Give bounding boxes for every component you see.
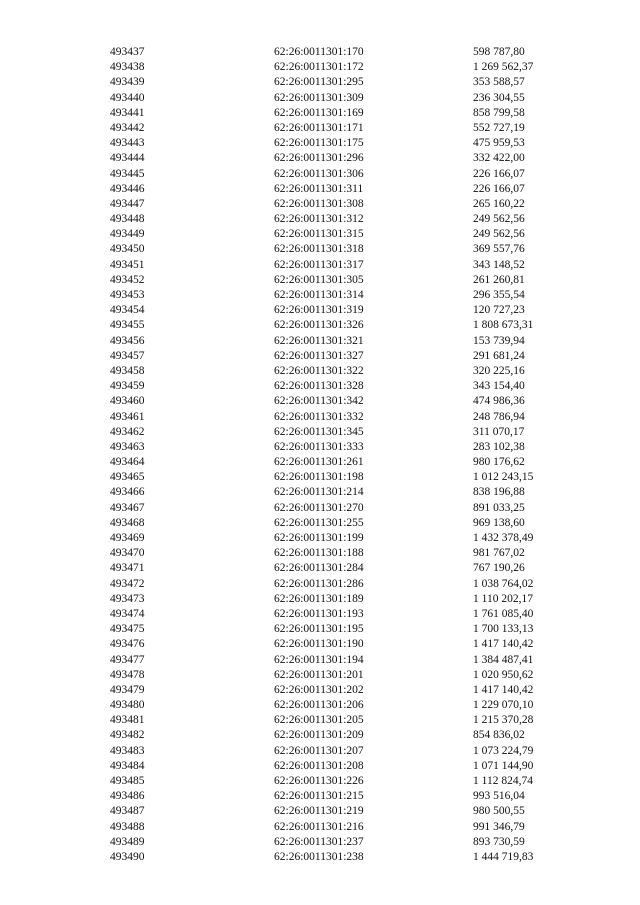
cadastral-value: 1 112 824,74	[473, 775, 533, 787]
cadastral-number: 62:26:0011301:318	[274, 243, 364, 256]
cadastral-value: 1 432 378,49	[473, 532, 534, 544]
row-id: 493438	[110, 61, 145, 74]
row-id: 493442	[110, 121, 145, 134]
table-row	[0, 835, 640, 850]
table-row	[0, 455, 640, 470]
cadastral-number: 62:26:0011301:215	[274, 790, 364, 803]
cadastral-number: 62:26:0011301:202	[274, 683, 364, 696]
table-row	[0, 318, 640, 333]
table-row	[0, 273, 640, 288]
row-id: 493445	[110, 167, 145, 180]
cadastral-number: 62:26:0011301:189	[274, 592, 364, 605]
cadastral-value: 981 767,02	[473, 547, 525, 560]
table-row	[0, 531, 640, 546]
table-row	[0, 167, 640, 182]
cadastral-value: 1 808 673,31	[473, 319, 534, 332]
row-id: 493480	[110, 699, 145, 712]
table-row	[0, 653, 640, 668]
cadastral-value: 265 160,22	[473, 197, 525, 210]
cadastral-value: 249 562,56	[473, 213, 525, 226]
table-row	[0, 334, 640, 349]
cadastral-value: 1 444 719,83	[473, 850, 534, 863]
cadastral-number: 62:26:0011301:226	[274, 775, 364, 787]
table-row	[0, 713, 640, 728]
cadastral-number: 62:26:0011301:238	[274, 850, 364, 863]
cadastral-number: 62:26:0011301:170	[274, 46, 364, 58]
cadastral-value: 283 102,38	[473, 440, 525, 453]
cadastral-number: 62:26:0011301:328	[274, 380, 364, 393]
row-id: 493469	[110, 532, 145, 544]
row-id: 493454	[110, 304, 145, 317]
cadastral-value: 552 727,19	[473, 121, 525, 134]
row-id: 493474	[110, 607, 145, 620]
table-row	[0, 258, 640, 273]
table-row	[0, 774, 640, 789]
table-row	[0, 820, 640, 835]
cadastral-value: 1 700 133,13	[473, 623, 534, 636]
cadastral-number: 62:26:0011301:261	[274, 456, 364, 469]
row-id: 493452	[110, 273, 145, 286]
row-id: 493472	[110, 577, 145, 590]
cadastral-number: 62:26:0011301:175	[274, 137, 364, 150]
cadastral-value: 838 196,88	[473, 486, 525, 499]
cadastral-value: 891 033,25	[473, 501, 525, 514]
cadastral-value: 993 516,04	[473, 790, 525, 803]
row-id: 493460	[110, 395, 145, 408]
cadastral-number: 62:26:0011301:194	[274, 653, 364, 666]
cadastral-number: 62:26:0011301:216	[274, 820, 364, 833]
cadastral-number: 62:26:0011301:317	[274, 258, 364, 271]
cadastral-value: 854 836,02	[473, 729, 525, 742]
table-row	[0, 850, 640, 865]
row-id: 493466	[110, 486, 145, 499]
cadastral-value: 226 166,07	[473, 182, 525, 195]
cadastral-number: 62:26:0011301:284	[274, 562, 364, 575]
table-row	[0, 212, 640, 227]
table-row	[0, 91, 640, 106]
table-row	[0, 151, 640, 166]
table-row	[0, 394, 640, 409]
cadastral-value: 226 166,07	[473, 167, 525, 180]
row-id: 493458	[110, 364, 145, 377]
cadastral-value: 858 799,58	[473, 106, 525, 119]
row-id: 493475	[110, 623, 145, 636]
table-row	[0, 303, 640, 318]
table-row	[0, 622, 640, 637]
row-id: 493443	[110, 137, 145, 150]
cadastral-number: 62:26:0011301:198	[274, 471, 364, 484]
table-row	[0, 242, 640, 257]
table-row	[0, 349, 640, 364]
row-id: 493489	[110, 835, 145, 848]
cadastral-value: 343 154,40	[473, 380, 525, 393]
cadastral-number: 62:26:0011301:205	[274, 714, 364, 727]
cadastral-value: 1 761 085,40	[473, 607, 534, 620]
cadastral-number: 62:26:0011301:214	[274, 486, 364, 499]
cadastral-value: 296 355,54	[473, 289, 525, 301]
cadastral-value: 343 148,52	[473, 258, 525, 271]
cadastral-number: 62:26:0011301:345	[274, 425, 364, 438]
table-row	[0, 470, 640, 485]
cadastral-number: 62:26:0011301:270	[274, 501, 364, 514]
cadastral-number: 62:26:0011301:321	[274, 334, 364, 347]
row-id: 493440	[110, 91, 145, 104]
row-id: 493453	[110, 289, 145, 301]
row-id: 493482	[110, 729, 145, 742]
cadastral-value: 249 562,56	[473, 228, 525, 241]
row-id: 493465	[110, 471, 145, 484]
row-id: 493485	[110, 775, 145, 787]
table-row	[0, 440, 640, 455]
table-row	[0, 744, 640, 759]
cadastral-value: 893 730,59	[473, 835, 525, 848]
cadastral-number: 62:26:0011301:286	[274, 577, 364, 590]
cadastral-value: 236 304,55	[473, 91, 525, 104]
cadastral-value: 475 959,53	[473, 137, 525, 150]
row-id: 493483	[110, 744, 145, 757]
cadastral-value: 1 417 140,42	[473, 683, 534, 696]
table-row	[0, 637, 640, 652]
cadastral-value: 332 422,00	[473, 152, 525, 165]
cadastral-value: 369 557,76	[473, 243, 525, 256]
row-id: 493476	[110, 638, 145, 651]
cadastral-value: 1 269 562,37	[473, 61, 534, 74]
table-row	[0, 789, 640, 804]
row-id: 493449	[110, 228, 145, 241]
row-id: 493479	[110, 683, 145, 696]
table-row	[0, 561, 640, 576]
cadastral-number: 62:26:0011301:209	[274, 729, 364, 742]
row-id: 493488	[110, 820, 145, 833]
cadastral-number: 62:26:0011301:172	[274, 61, 364, 74]
cadastral-number: 62:26:0011301:169	[274, 106, 364, 119]
table-row	[0, 45, 640, 60]
row-id: 493462	[110, 425, 145, 438]
cadastral-value: 598 787,80	[473, 46, 525, 58]
row-id: 493441	[110, 106, 145, 119]
cadastral-number: 62:26:0011301:305	[274, 273, 364, 286]
cadastral-value: 980 500,55	[473, 805, 525, 818]
table-row	[0, 516, 640, 531]
row-id: 493467	[110, 501, 145, 514]
table-row	[0, 182, 640, 197]
row-id: 493437	[110, 46, 145, 58]
table-row	[0, 804, 640, 819]
table-row	[0, 425, 640, 440]
row-id: 493468	[110, 516, 145, 529]
cadastral-value: 1 020 950,62	[473, 668, 534, 681]
cadastral-number: 62:26:0011301:255	[274, 516, 364, 529]
table-row	[0, 410, 640, 425]
row-id: 493457	[110, 349, 145, 362]
row-id: 493448	[110, 213, 145, 226]
cadastral-value: 969 138,60	[473, 516, 525, 529]
cadastral-number: 62:26:0011301:319	[274, 304, 364, 317]
row-id: 493459	[110, 380, 145, 393]
cadastral-number: 62:26:0011301:193	[274, 607, 364, 620]
cadastral-value: 353 588,57	[473, 76, 525, 89]
cadastral-number: 62:26:0011301:308	[274, 197, 364, 210]
cadastral-number: 62:26:0011301:199	[274, 532, 364, 544]
row-id: 493481	[110, 714, 145, 727]
cadastral-number: 62:26:0011301:195	[274, 623, 364, 636]
cadastral-value: 474 986,36	[473, 395, 525, 408]
row-id: 493447	[110, 197, 145, 210]
cadastral-value: 1 384 487,41	[473, 653, 534, 666]
data-table	[0, 45, 640, 865]
row-id: 493446	[110, 182, 145, 195]
cadastral-number: 62:26:0011301:332	[274, 410, 364, 423]
cadastral-value: 120 727,23	[473, 304, 525, 317]
cadastral-number: 62:26:0011301:206	[274, 699, 364, 712]
row-id: 493477	[110, 653, 145, 666]
row-id: 493439	[110, 76, 145, 89]
row-id: 493461	[110, 410, 145, 423]
table-row	[0, 698, 640, 713]
table-row	[0, 60, 640, 75]
cadastral-number: 62:26:0011301:296	[274, 152, 364, 165]
row-id: 493456	[110, 334, 145, 347]
cadastral-value: 1 215 370,28	[473, 714, 534, 727]
table-row	[0, 683, 640, 698]
table-row	[0, 288, 640, 303]
table-row	[0, 501, 640, 516]
table-row	[0, 197, 640, 212]
cadastral-value: 1 229 070,10	[473, 699, 534, 712]
row-id: 493451	[110, 258, 145, 271]
table-row	[0, 227, 640, 242]
cadastral-number: 62:26:0011301:237	[274, 835, 364, 848]
table-row	[0, 485, 640, 500]
cadastral-number: 62:26:0011301:188	[274, 547, 364, 560]
cadastral-number: 62:26:0011301:342	[274, 395, 364, 408]
row-id: 493464	[110, 456, 145, 469]
table-row	[0, 106, 640, 121]
row-id: 493490	[110, 850, 145, 863]
cadastral-value: 991 346,79	[473, 820, 525, 833]
cadastral-number: 62:26:0011301:208	[274, 759, 364, 772]
cadastral-value: 153 739,94	[473, 334, 525, 347]
row-id: 493473	[110, 592, 145, 605]
table-row	[0, 364, 640, 379]
row-id: 493450	[110, 243, 145, 256]
row-id: 493487	[110, 805, 145, 818]
row-id: 493470	[110, 547, 145, 560]
cadastral-value: 980 176,62	[473, 456, 525, 469]
cadastral-number: 62:26:0011301:190	[274, 638, 364, 651]
table-row	[0, 592, 640, 607]
table-row	[0, 546, 640, 561]
cadastral-number: 62:26:0011301:171	[274, 121, 364, 134]
table-row	[0, 136, 640, 151]
cadastral-number: 62:26:0011301:309	[274, 91, 364, 104]
table-row	[0, 577, 640, 592]
cadastral-value: 1 012 243,15	[473, 471, 534, 484]
cadastral-value: 1 071 144,90	[473, 759, 534, 772]
table-row	[0, 759, 640, 774]
cadastral-value: 1 038 764,02	[473, 577, 534, 590]
cadastral-value: 248 786,94	[473, 410, 525, 423]
row-id: 493444	[110, 152, 145, 165]
row-id: 493484	[110, 759, 145, 772]
cadastral-number: 62:26:0011301:314	[274, 289, 364, 301]
cadastral-number: 62:26:0011301:322	[274, 364, 364, 377]
table-row	[0, 379, 640, 394]
cadastral-value: 291 681,24	[473, 349, 525, 362]
cadastral-number: 62:26:0011301:327	[274, 349, 364, 362]
cadastral-number: 62:26:0011301:326	[274, 319, 364, 332]
cadastral-number: 62:26:0011301:201	[274, 668, 364, 681]
row-id: 493455	[110, 319, 145, 332]
cadastral-value: 1 073 224,79	[473, 744, 534, 757]
table-row	[0, 75, 640, 90]
cadastral-number: 62:26:0011301:333	[274, 440, 364, 453]
table-row	[0, 607, 640, 622]
cadastral-number: 62:26:0011301:315	[274, 228, 364, 241]
cadastral-value: 261 260,81	[473, 273, 525, 286]
cadastral-number: 62:26:0011301:311	[274, 182, 364, 195]
cadastral-number: 62:26:0011301:312	[274, 213, 364, 226]
row-id: 493471	[110, 562, 145, 575]
cadastral-number: 62:26:0011301:207	[274, 744, 364, 757]
cadastral-value: 1 417 140,42	[473, 638, 534, 651]
row-id: 493478	[110, 668, 145, 681]
cadastral-value: 320 225,16	[473, 364, 525, 377]
cadastral-value: 311 070,17	[473, 425, 525, 438]
table-row	[0, 728, 640, 743]
cadastral-value: 1 110 202,17	[473, 592, 533, 605]
cadastral-number: 62:26:0011301:219	[274, 805, 364, 818]
cadastral-number: 62:26:0011301:295	[274, 76, 364, 89]
table-row	[0, 668, 640, 683]
cadastral-number: 62:26:0011301:306	[274, 167, 364, 180]
row-id: 493486	[110, 790, 145, 803]
cadastral-value: 767 190,26	[473, 562, 525, 575]
table-row	[0, 121, 640, 136]
row-id: 493463	[110, 440, 145, 453]
